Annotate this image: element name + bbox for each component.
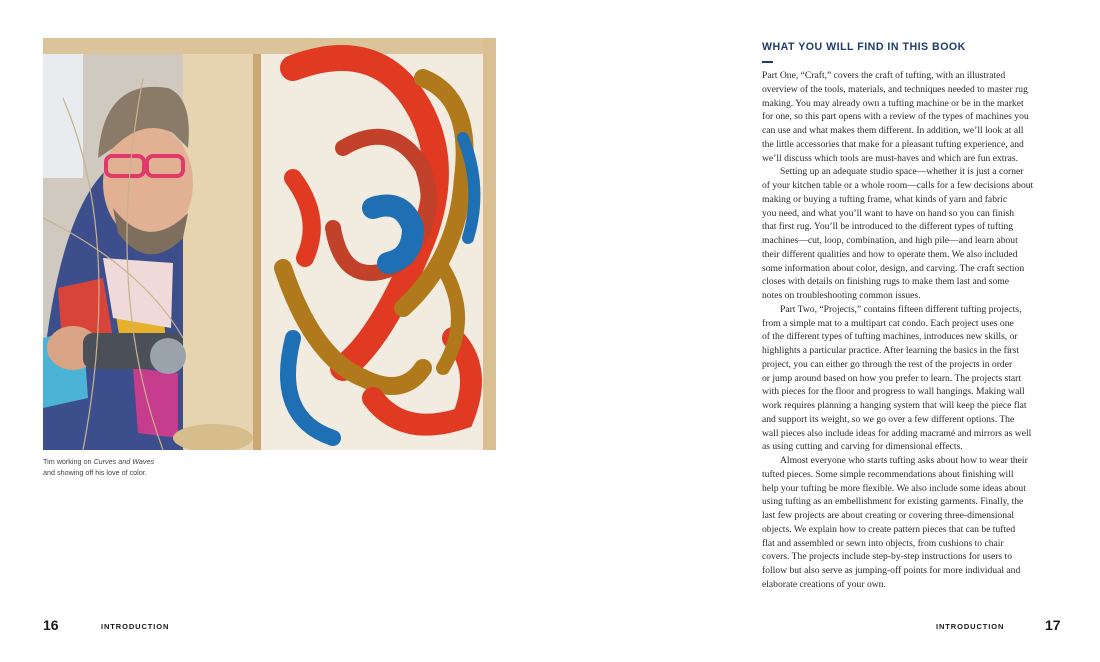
photo-caption [43, 457, 243, 478]
caption-line-2: and showing off his love of color. [43, 467, 147, 477]
body-line: and support its weight, so we go over a few different options. The [762, 413, 1015, 425]
body-line: notes on troubleshooting common issues. [762, 290, 921, 301]
body-line: Part Two, “Projects,” contains fifteen different tufting projects, [780, 303, 1022, 315]
body-line: machines—cut, loop, combination, and high pile—and learn about [762, 235, 1018, 246]
body-line: that first rug. You’ll be introduced to the different types of tufting [762, 221, 1014, 233]
heading-rule [762, 61, 773, 63]
body-line: their different qualities and how to operate them. We also included [762, 248, 1018, 260]
page-number-right: 17 [1045, 617, 1061, 633]
body-line: making or buying a tufting frame, what kinds of yarn and fabric [762, 193, 1008, 205]
caption-line-1 [43, 457, 243, 468]
body-line: work requires planning a hanging system that will keep the piece flat [762, 400, 1027, 411]
body-line: Part One, “Craft,” covers the craft of tufting, with an illustrated [762, 70, 1006, 81]
tufting-photo [43, 38, 496, 450]
body-line: from a simple mat to a multipart cat condo. Each project uses one [762, 317, 1014, 329]
body-line: flat and assembled or sewn into objects, from cushions to chair [762, 537, 1004, 549]
tufting-photo-icon [43, 38, 496, 450]
body-line: Setting up an adequate studio space—whether it is just a corner [780, 166, 1024, 178]
body-line: the little accessories that make for a pleasant tufting experience, and [762, 138, 1024, 150]
section-heading: WHAT YOU WILL FIND IN THIS BOOK [762, 41, 966, 53]
body-line: covers. The projects include step-by-step instructions for users to [762, 551, 1012, 563]
body-line: objects. We explain how to create pattern pieces that can be tufted [762, 523, 1016, 535]
body-line: highlights a particular practice. After learning the basics in the first [762, 345, 1020, 356]
body-line: for one, so this part opens with a review of the types of machines you [762, 111, 1029, 123]
body-line: you need, and what you’ll want to have on hand so you can finish [762, 207, 1015, 219]
body-line: tufted pieces. Some simple recommendations about finishing will [762, 468, 1014, 480]
body-line: of the different types of tufting machines, introduces new skills, or [762, 331, 1018, 343]
body-line: closes with details on finishing rugs to make them last and some [762, 276, 1010, 288]
body-line: with pieces for the floor and progress to wall hangings. Making wall [762, 386, 1025, 398]
body-line: wall pieces also include ideas for adding macramé and mirrors as well [762, 427, 1032, 439]
body-line: help your tufting be more flexible. We also include some ideas about [762, 482, 1026, 494]
running-head-right: INTRODUCTION [936, 622, 1005, 631]
body-line: last few projects are about creating or covering three-dimensional [762, 510, 1014, 521]
body-line: Almost everyone who starts tufting asks about how to wear their [780, 455, 1028, 466]
body-line: some information about color, design, and carving. The craft section [762, 262, 1025, 274]
body-line: elaborate creations of your own. [762, 578, 886, 590]
page-number-left: 16 [43, 617, 59, 633]
running-head-left: INTRODUCTION [101, 622, 170, 631]
body-line: as using cutting and carving for dimensional effects. [762, 441, 963, 453]
body-line: project, you can either go through the rest of the projects in order [762, 358, 1013, 370]
body-text [762, 69, 1060, 592]
body-line: overview of the tools, materials, and techniques needed to master rug [762, 83, 1028, 95]
body-line: can use and what makes them different. In addition, we’ll look at all [762, 125, 1024, 136]
body-line: of your kitchen table or a whole room—calls for a few decisions about [762, 180, 1034, 191]
body-line: follow but also serve as jumping-off points for more individual and [762, 565, 1021, 576]
body-line: or jump around based on how you prefer to learn. The projects start [762, 372, 1022, 384]
body-line: making. You may already own a tufting machine or be in the market [762, 97, 1024, 109]
body-line: using tufting as an embellishment for existing garments. Finally, the [762, 496, 1024, 508]
caption-title: Curves and Waves [93, 457, 155, 466]
body-line: we’ll discuss which tools are must-haves and which are fun extras. [762, 152, 1019, 164]
caption-prefix: Tim working on [43, 457, 94, 466]
